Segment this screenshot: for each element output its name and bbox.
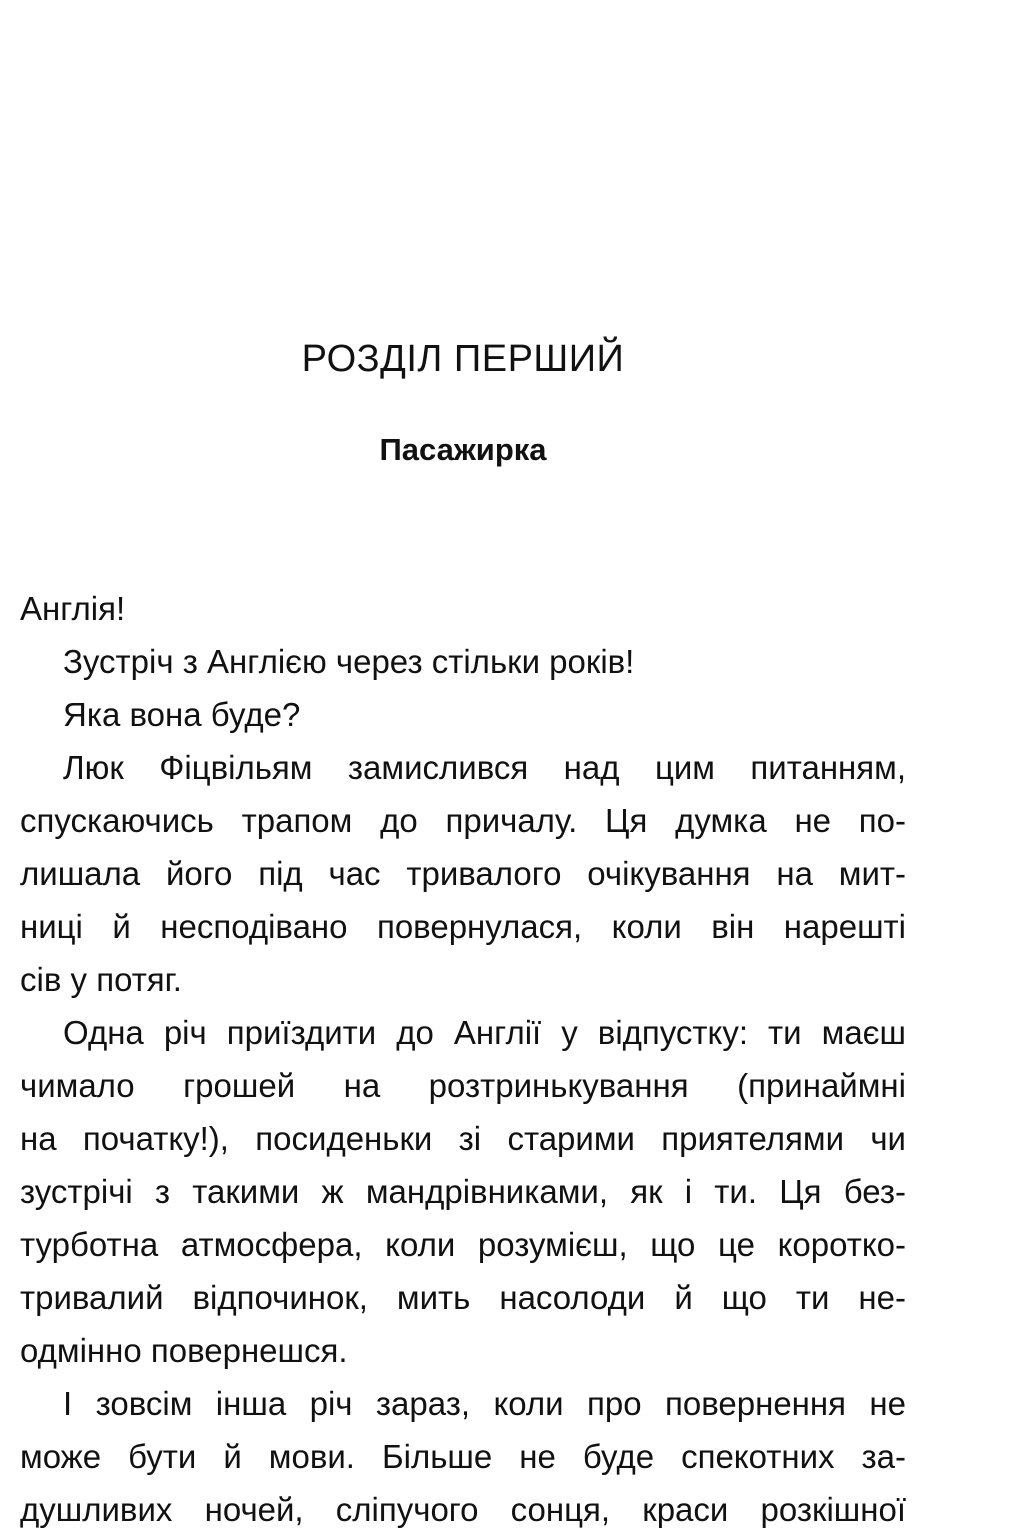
text-line: Зустріч з Англією через стільки років!	[63, 643, 635, 680]
chapter-heading: РОЗДІЛ ПЕРШИЙ	[301, 338, 625, 380]
body-text	[20, 582, 906, 1536]
text-line: на початку!), посиденьки зі старими приятелями чи	[20, 1120, 906, 1157]
text-line: сів у потяг.	[20, 961, 182, 998]
text-line: спускаючись трапом до причалу. Ця думка не по-	[20, 802, 906, 839]
text-line: Яка вона буде?	[63, 696, 301, 733]
text-line: Англія!	[20, 590, 126, 627]
text-line: І зовсім інша річ зараз, коли про повернення не	[63, 1385, 906, 1422]
text-line: чимало грошей на розтринькування (принаймні	[20, 1067, 906, 1104]
text-line: лишала його під час тривалого очікування на мит-	[20, 855, 906, 892]
chapter-title: Пасажирка	[379, 432, 547, 467]
text-line: може бути й мови. Більше не буде спекотних за-	[20, 1438, 906, 1475]
text-line: одмінно повернешся.	[20, 1332, 348, 1369]
text-line: турботна атмосфера, коли розумієш, що це коротко-	[20, 1226, 906, 1263]
text-line: Одна річ приїздити до Англії у відпустку: ти маєш	[63, 1014, 906, 1051]
text-line: душливих ночей, сліпучого сонця, краси розкішної	[20, 1491, 906, 1528]
text-line: зустрічі з такими ж мандрівниками, як і ти. Ця без-	[20, 1173, 906, 1210]
text-line: тривалий відпочинок, мить насолоди й що ти не-	[20, 1279, 906, 1316]
text-line: ниці й несподівано повернулася, коли він нарешті	[20, 908, 906, 945]
text-line: Люк Фіцвільям замислився над цим питанням,	[63, 749, 906, 786]
